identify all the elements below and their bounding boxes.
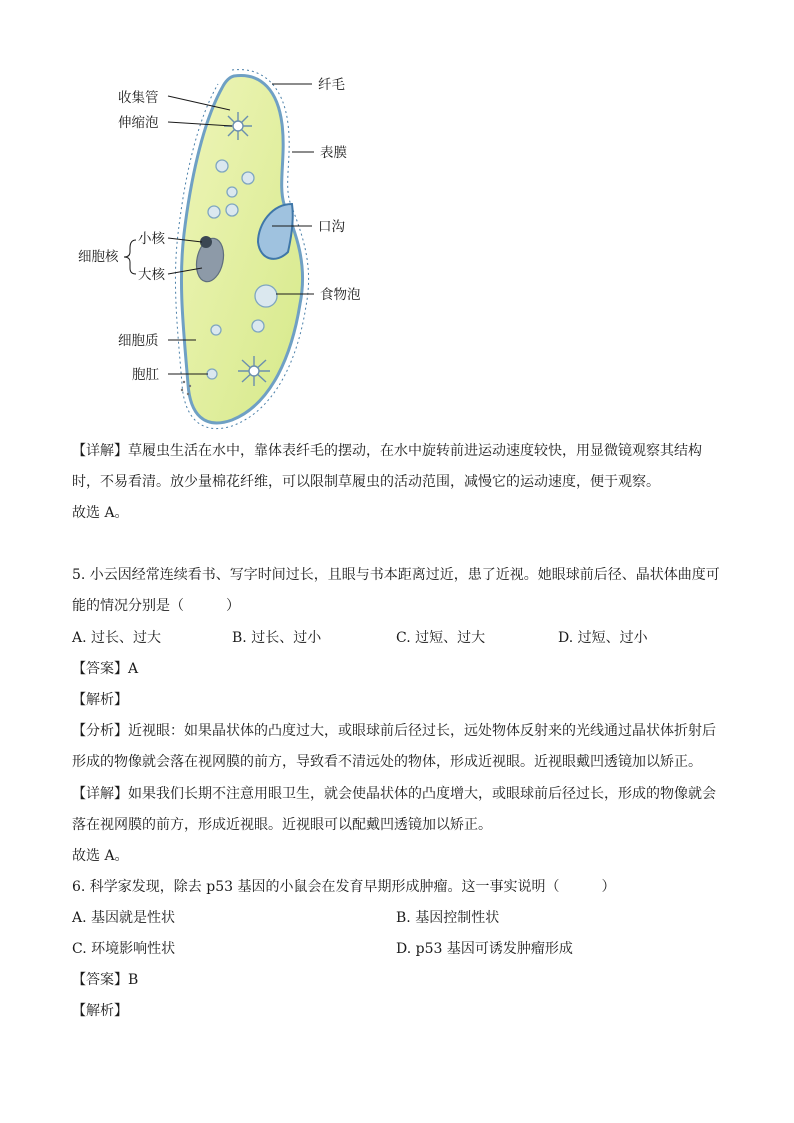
paramecium-figure xyxy=(72,64,382,436)
label-contractile-vacuole: 伸缩泡 xyxy=(118,115,159,131)
q4-detail-line-2: 时，不易看清。放少量棉花纤维，可以限制草履虫的活动范围，减慢它的运动速度，便于观察。 xyxy=(72,474,660,490)
cytoproct xyxy=(207,369,217,379)
label-macronucleus: 大核 xyxy=(138,267,165,283)
q6-stem: 6. 科学家发现，除去 p53 基因的小鼠会在发育早期形成肿瘤。这一事实说明（ ） xyxy=(72,879,616,895)
label-pellicle: 表膜 xyxy=(320,145,347,161)
label-food-vacuole: 食物泡 xyxy=(320,287,361,303)
q5-stem-line-2: 能的情况分别是（ ） xyxy=(72,598,240,614)
q5-analysis-title: 【解析】 xyxy=(72,692,128,708)
q6-option-b: B. 基因控制性状 xyxy=(396,910,500,926)
q5-detail-line-2: 落在视网膜的前方，形成近视眼。近视眼可以配戴凹透镜加以矫正。 xyxy=(72,817,492,833)
q6-option-d: D. p53 基因可诱发肿瘤形成 xyxy=(396,941,573,957)
label-nucleus: 细胞核 xyxy=(78,249,119,265)
q5-stem-line-1: 5. 小云因经常连续看书、写字时间过长，且眼与书本距离过近，患了近视。她眼球前后径、晶状体曲度可 xyxy=(72,567,720,583)
q4-conclusion: 故选 A。 xyxy=(72,505,129,521)
q5-analysis-line-2: 形成的物像就会落在视网膜的前方，导致看不清远处的物体，形成近视眼。近视眼戴凹透镜加以矫正。 xyxy=(72,754,702,770)
label-collecting-canal: 收集管 xyxy=(118,90,159,106)
label-oral-groove: 口沟 xyxy=(318,219,345,235)
q5-option-d: D. 过短、过小 xyxy=(558,630,648,646)
q6-option-a: A. 基因就是性状 xyxy=(72,910,176,926)
q5-detail-line-1: 【详解】如果我们长期不注意用眼卫生，就会使晶状体的凸度增大，或眼球前后径过长，形成的物像就会 xyxy=(72,786,716,802)
q4-detail-line-1: 【详解】草履虫生活在水中，靠体表纤毛的摆动，在水中旋转前进运动速度较快，用显微镜观察其结构 xyxy=(72,443,702,459)
q5-option-a: A. 过长、过大 xyxy=(72,630,162,646)
label-cytoproct: 胞肛 xyxy=(132,367,159,383)
q5-analysis-line-1: 【分析】近视眼：如果晶状体的凸度过大，或眼球前后径过长，远处物体反射来的光线通过晶状体折射后 xyxy=(72,723,716,739)
contractile-vacuole-bottom xyxy=(238,356,270,386)
q6-option-c: C. 环境影响性状 xyxy=(72,941,176,957)
label-cilia: 纤毛 xyxy=(318,77,345,93)
label-micronucleus: 小核 xyxy=(138,231,165,247)
paramecium-diagram xyxy=(72,64,382,436)
q5-conclusion: 故选 A。 xyxy=(72,848,129,864)
label-cytoplasm: 细胞质 xyxy=(118,333,159,349)
q6-analysis-title: 【解析】 xyxy=(72,1003,128,1019)
q6-answer: 【答案】B xyxy=(72,972,139,988)
q5-option-b: B. 过长、过小 xyxy=(232,630,322,646)
q5-answer: 【答案】A xyxy=(72,661,139,677)
q5-option-c: C. 过短、过大 xyxy=(396,630,486,646)
